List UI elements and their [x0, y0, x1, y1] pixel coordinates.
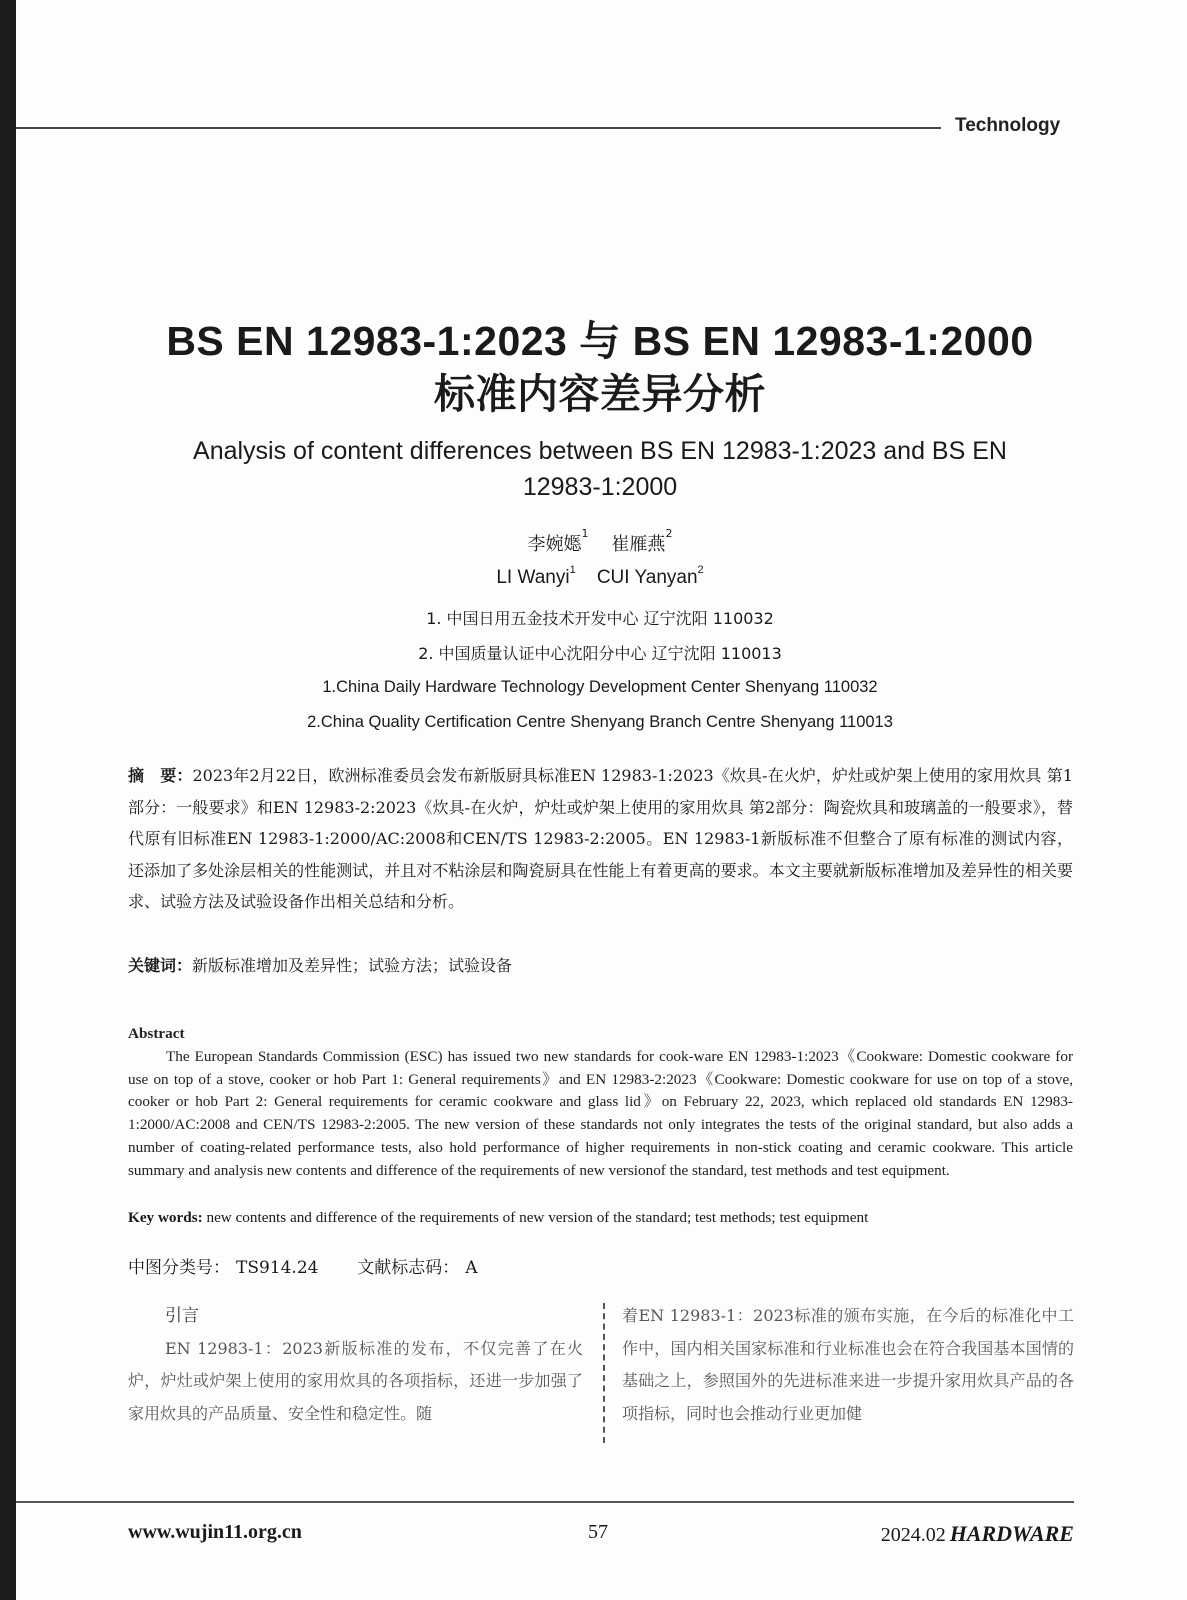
authors-en [100, 564, 1100, 589]
author-cn-2: 崔雁燕 [611, 534, 666, 555]
clc-value: TS914.24 [236, 1258, 319, 1278]
column-divider [603, 1303, 605, 1443]
abstract-en-label: Abstract [128, 1025, 185, 1042]
body-paragraph-right: 着EN 12983-1：2023标准的颁布实施，在今后的标准化中工作中，国内相关国家标准和行业标准也会在符合我国基本国情的基础之上，参照国外的先进标准来进一步提升家用炊具产品的各项指标，同时也会推动行业更加健 [622, 1306, 1074, 1423]
classification [128, 1253, 478, 1278]
section-title: 引言 [165, 1306, 199, 1326]
title-cn-line2: 标准内容差异分析 [434, 371, 766, 418]
keywords-cn [128, 953, 1073, 976]
title-cn [100, 315, 1100, 422]
doc-code-label: 文献标志码： [357, 1258, 460, 1278]
authors-cn [100, 527, 1100, 556]
footer-journal [881, 1521, 1074, 1547]
abstract-en [128, 1023, 1073, 1183]
keywords-cn-label: 关键词： [128, 956, 193, 975]
keywords-cn-text: 新版标准增加及差异性；试验方法；试验设备 [192, 956, 513, 975]
affiliation-en-1: 1.China Daily Hardware Technology Development Center Shenyang 110032 [322, 678, 878, 696]
footer-issue: 2024.02 [880, 1524, 946, 1546]
abstract-cn [128, 760, 1073, 918]
author-cn-1: 李婉嫕 [527, 534, 582, 555]
footer-website: www.wujin11.org.cn [128, 1521, 302, 1543]
title-cn-line1: BS EN 12983-1:2023 与 BS EN 12983-1:2000 [166, 318, 1034, 364]
keywords-en-text: new contents and difference of the requirements of new version of the standard; test methods; test equipment [206, 1209, 869, 1226]
affiliation-en-2: 2.China Quality Certification Centre Shenyang Branch Centre Shenyang 110013 [307, 713, 893, 731]
author-en-1: LI Wanyi [496, 567, 570, 588]
author-en-2-sup: 2 [697, 564, 704, 576]
affiliation-cn-1: 1. 中国日用五金技术开发中心 辽宁沈阳 110032 [426, 609, 774, 628]
page-number: 57 [588, 1521, 608, 1543]
body-column-left [128, 1300, 583, 1430]
footer-rule [16, 1501, 1074, 1503]
header-rule [16, 127, 941, 129]
doc-code-value: A [465, 1258, 478, 1278]
clc-label: 中图分类号： [128, 1258, 230, 1278]
author-cn-1-sup: 1 [581, 527, 589, 540]
author-en-2: CUI Yanyan [596, 567, 698, 588]
author-en-1-sup: 1 [569, 564, 576, 576]
page-edge-bar [0, 0, 16, 1600]
affiliation-cn-2: 2. 中国质量认证中心沈阳分中心 辽宁沈阳 110013 [418, 644, 782, 663]
section-label: Technology [955, 115, 1061, 136]
journal-name: HARDWARE [949, 1521, 1074, 1546]
body-paragraph-left: EN 12983-1：2023新版标准的发布，不仅完善了在火炉，炉灶或炉架上使用的家用炊具的各项指标，还进一步加强了家用炊具的产品质量、安全性和稳定性。随 [128, 1338, 583, 1423]
author-cn-2-sup: 2 [665, 527, 673, 540]
keywords-en [128, 1209, 1073, 1227]
abstract-cn-text: 2023年2月22日，欧洲标准委员会发布新版厨具标准EN 12983-1:2023《炊具-在火炉，炉灶或炉架上使用的家用炊具 第1部分：一般要求》和EN 12983-2:2023《炊具-在火炉，炉灶或炉架上使用的家用炊具 第2部分：陶瓷炊具和玻璃盖的一般要求》，替代原有旧标准EN 12983-1:2000/AC:2008和CEN/TS 12983-2:2005。EN 12983-1新版标准不但整合了原有标准的测试内容，还添加了多处涂层相关的性能测试，并且对不粘涂层和陶瓷厨具在性能上有着更高的要求。本文主要就新版标准增加及差异性的相关要求、试验方法及试验设备作出相关总结和分析。 [128, 766, 1073, 911]
abstract-cn-label: 摘 要： [128, 766, 193, 785]
keywords-en-label: Key words: [128, 1209, 203, 1226]
title-en: Analysis of content differences between BS EN 12983-1:2023 and BS EN 12983-1:2000 [193, 437, 1007, 501]
abstract-en-text: The European Standards Commission (ESC) has issued two new standards for cook-ware EN 12983-1:2023《Cookware: Domestic cookware for use on top of a stove, cooker or hob Part 1: General requirements》and EN 12983-2:2023《Cookware: Domestic cookware for use on top of a stove, cooker or hob Part 2: General requirements for ceramic cookware and glass lid》on February 22, 2023, which replaced old standards EN 12983-1:2000/AC:2008 and CEN/TS 12983-2:2005. The new version of these standards not only integrates the tests of the original standard, but also adds a number of coating-related performance tests, also hold performance of higher requirements in non-stick coating and ceramic cookware. This article summary and analysis new contents and difference of the requirements of new versionof the standard, test methods and test equipment. [128, 1047, 1073, 1179]
body-column-right [622, 1300, 1074, 1430]
